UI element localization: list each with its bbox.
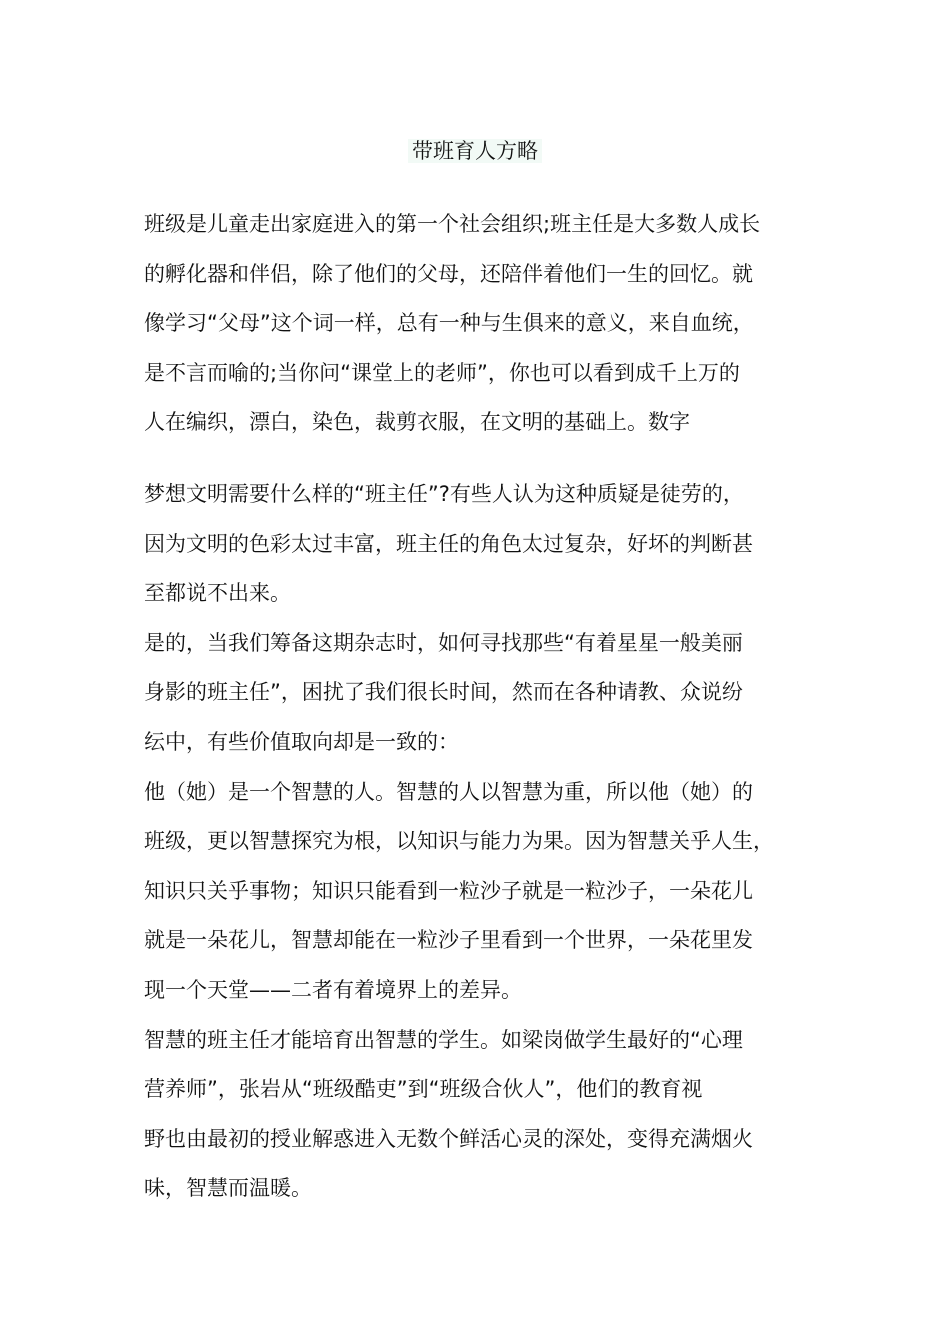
paragraph-4: 他（她）是一个智慧的人。智慧的人以智慧为重，所以他（她）的 班级，更以智慧探究为根，以知识与能力为果。因为智慧关乎人生， 知识只关乎事物；知识只能看到一粒沙子就是一粒沙子，一朵花儿 就是一朵花儿，智慧却能在一粒沙子里看到一个世界，一朵花里发 现一个天堂——二者有着境界上的差异。 [144, 779, 774, 1002]
document-title-text: 带班育人方略 [408, 139, 542, 163]
document-body [144, 200, 812, 1214]
document-title [0, 136, 950, 166]
paragraph-3: 是的，当我们筹备这期杂志时，如何寻找那些“有着星星一般美丽 身影的班主任”，困扰了我们很长时间，然而在各种请教、众说纷 纭中，有些价值取向却是一致的： [144, 630, 743, 754]
paragraph-1: 班级是儿童走出家庭进入的第一个社会组织;班主任是大多数人成长 的孵化器和伴侣，除了他们的父母，还陪伴着他们一生的回忆。就 像学习“父母”这个词一样，总有一种与生俱来的意义，来自血统， 是不言而喻的;当你问“课堂上的老师”，你也可以看到成千上万的 人在编织，漂白，染色，裁剪衣服，在文明的基础上。数字 [144, 212, 761, 435]
paragraph-5: 智慧的班主任才能培育出智慧的学生。如梁岗做学生最好的“心理 营养师”，张岩从“班级酷吏”到“班级合伙人”，他们的教育视 野也由最初的授业解惑进入无数个鲜活心灵的深处，变得充满烟火 味，智慧而温暖。 [144, 1027, 753, 1201]
paragraph-2: 梦想文明需要什么样的“班主任”?有些人认为这种质疑是徒劳的， 因为文明的色彩太过丰富，班主任的角色太过复杂，好坏的判断甚 至都说不出来。 [144, 481, 753, 606]
